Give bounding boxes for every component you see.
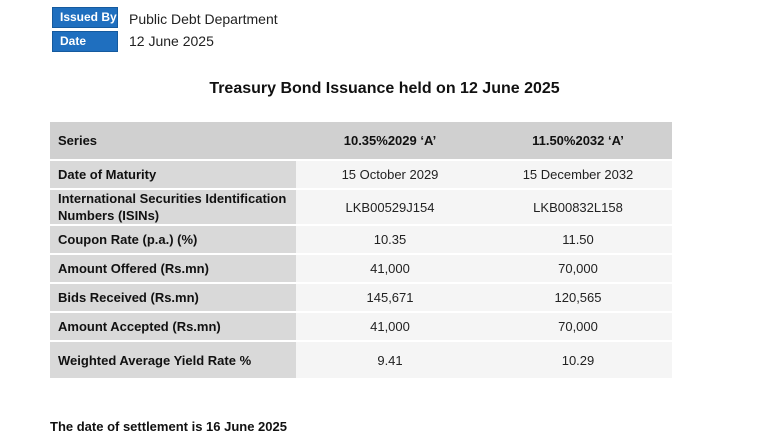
issued-by-value: Public Debt Department xyxy=(129,11,278,27)
page-title: Treasury Bond Issuance held on 12 June 2025 xyxy=(209,80,560,97)
cell-series-b: 70,000 xyxy=(484,312,672,341)
cell-series-a: 41,000 xyxy=(296,312,484,341)
cell-series-a: 145,671 xyxy=(296,283,484,312)
row-label: Coupon Rate (p.a.) (%) xyxy=(50,225,296,254)
row-label: Amount Offered (Rs.mn) xyxy=(50,254,296,283)
row-label: Date of Maturity xyxy=(50,160,296,189)
bond-issuance-table xyxy=(50,122,672,378)
issuance-meta xyxy=(52,6,278,54)
cell-series-b: 15 December 2032 xyxy=(484,160,672,189)
row-label: International Securities Identification Numbers (ISINs) xyxy=(50,189,296,225)
table-row-accepted xyxy=(50,312,672,341)
cell-series-b: 120,565 xyxy=(484,283,672,312)
cell-series-b: 70,000 xyxy=(484,254,672,283)
cell-series-a: LKB00529J154 xyxy=(296,189,484,225)
table-row-coupon xyxy=(50,225,672,254)
cell-series-a: 41,000 xyxy=(296,254,484,283)
issued-by-label: Issued By xyxy=(52,7,118,28)
cell-series-a: 10.35 xyxy=(296,225,484,254)
issued-by-row xyxy=(52,6,278,28)
table-row-bids xyxy=(50,283,672,312)
cell-series-b: 11.50 xyxy=(484,225,672,254)
header-series-a: 10.35%2029 ‘A’ xyxy=(296,122,484,160)
date-value: 12 June 2025 xyxy=(129,33,214,49)
header-series-label: Series xyxy=(50,122,296,160)
date-row xyxy=(52,30,278,52)
cell-series-b: 10.29 xyxy=(484,341,672,378)
cell-series-b: LKB00832L158 xyxy=(484,189,672,225)
table-row-maturity xyxy=(50,160,672,189)
settlement-note: The date of settlement is 16 June 2025 xyxy=(50,419,287,434)
table-row-offered xyxy=(50,254,672,283)
header-series-b: 11.50%2032 ‘A’ xyxy=(484,122,672,160)
cell-series-a: 9.41 xyxy=(296,341,484,378)
table-header-row xyxy=(50,122,672,160)
table-row-isin xyxy=(50,189,672,225)
row-label: Bids Received (Rs.mn) xyxy=(50,283,296,312)
row-label: Amount Accepted (Rs.mn) xyxy=(50,312,296,341)
cell-series-a: 15 October 2029 xyxy=(296,160,484,189)
table-row-yield xyxy=(50,341,672,378)
date-label: Date xyxy=(52,31,118,52)
row-label: Weighted Average Yield Rate % xyxy=(50,341,296,378)
